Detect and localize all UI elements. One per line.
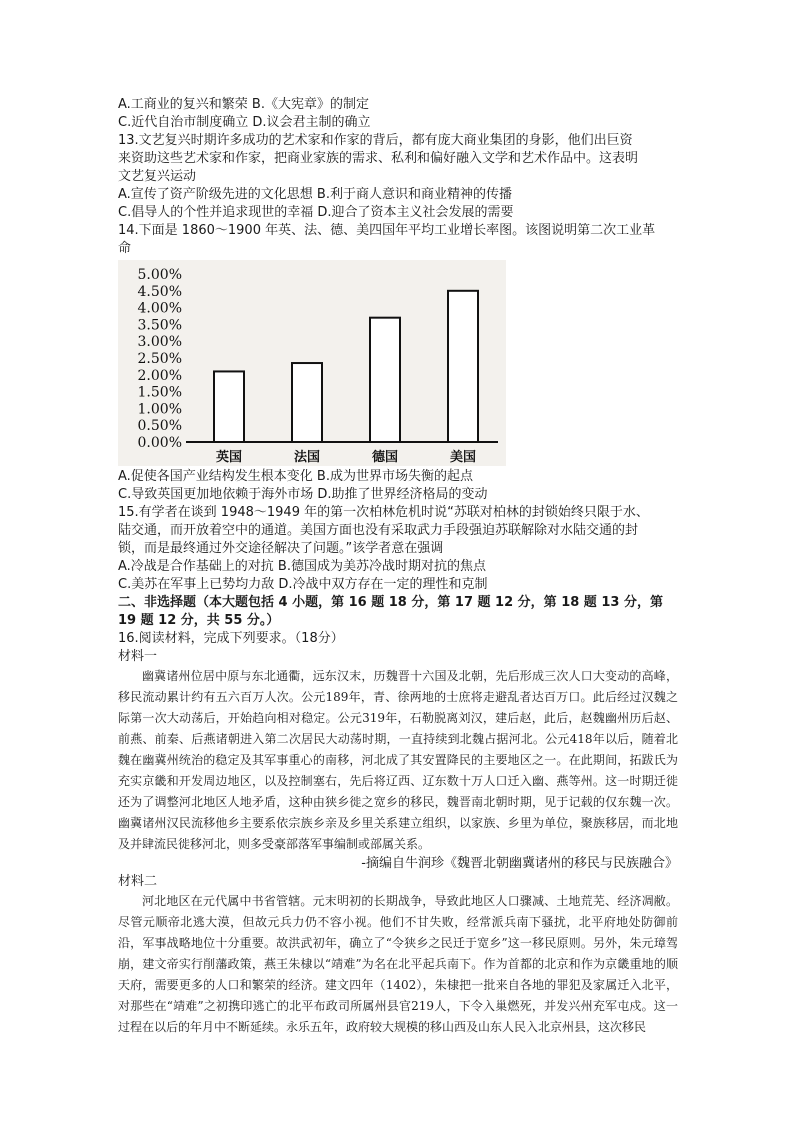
q12-options-cd: C.近代自治市制度确立 D.议会君主制的确立 bbox=[118, 115, 371, 130]
y-tick-label: 0.50% bbox=[137, 418, 182, 435]
q12-options-ab: A.工商业的复兴和繁荣 B.《大宪章》的制定 bbox=[118, 97, 369, 112]
y-tick-label: 4.00% bbox=[137, 300, 182, 317]
q15-stem-line2: 陆交通，而开放着空中的通道。美国方面也没有采取武力手段强迫苏联解除对水陆交通的封 bbox=[118, 523, 639, 538]
x-tick-label: 法国 bbox=[293, 450, 321, 465]
bar-1 bbox=[214, 371, 244, 442]
material2-label: 材料二 bbox=[118, 874, 158, 889]
y-tick-label: 3.00% bbox=[137, 334, 182, 351]
chart-canvas bbox=[118, 260, 506, 466]
x-tick-label: 英国 bbox=[215, 450, 243, 465]
x-tick-label: 美国 bbox=[449, 450, 477, 465]
bar-2 bbox=[292, 363, 322, 442]
y-tick-label: 4.50% bbox=[137, 283, 182, 300]
q14-options-cd: C.导致英国更加地依赖于海外市场 D.助推了世界经济格局的变动 bbox=[118, 487, 488, 502]
x-tick-label: 德国 bbox=[371, 450, 399, 465]
q13-stem-line1: 13.文艺复兴时期许多成功的艺术家和作家的背后，都有庞大商业集团的身影，他们出巨资 bbox=[118, 133, 633, 148]
q13-options-ab: A.宣传了资产阶级先进的文化思想 B.利于商人意识和商业精神的传播 bbox=[118, 187, 512, 202]
y-tick-label: 2.50% bbox=[137, 351, 182, 367]
y-tick-label: 1.00% bbox=[137, 401, 182, 418]
material2-text: 河北地区在元代属中书省管辖。元末明初的长期战争，导致此地区人口骤减、土地荒芜、经济凋敝。尽管元顺帝北逃大漠，但故元兵力仍不容小视。他们不甘失败，经常派兵南下骚扰，北平府地处防御前沿，军事战略地位十分重要。故洪武初年，确立了“令狭乡之民迁于宽乡”这一移民原则。另外，朱元璋驾崩，建文帝实行削藩政策，燕王朱棣以“靖难”为名在北平起兵南下。作为首都的北京和作为京畿重地的顺天府，需要更多的人口和繁荣的经济。建文四年（1402），朱棣把一批来自各地的罪犯及家属迁入北平，对那些在“靖难”之初携印逃亡的北平布政司所属州县官219人，下令入巢燃死，并发兴州充军屯戍。这一过程在以后的年月中不断延续。永乐五年，政府较大规模的移山西及山东人民入北京州县，这次移民 bbox=[118, 894, 678, 1034]
exam-page bbox=[118, 96, 678, 1038]
q14-stem-line1: 14.下面是 1860～1900 年英、法、德、美四国年平均工业增长率图。该图说明第二次工业革 bbox=[118, 223, 656, 238]
material2-body bbox=[118, 891, 678, 1038]
y-tick-label: 0.00% bbox=[137, 435, 182, 451]
q15-stem-line1: 15.有学者在谈到 1948～1949 年的第一次柏林危机时说“苏联对柏林的封锁始终只限于水、 bbox=[118, 505, 649, 520]
y-tick-label: 3.50% bbox=[137, 317, 182, 334]
question-block-mid bbox=[118, 468, 678, 594]
y-tick-label: 2.00% bbox=[137, 367, 182, 384]
q14-options-ab: A.促使各国产业结构发生根本变化 B.成为世界市场失衡的起点 bbox=[118, 469, 473, 484]
bar-3 bbox=[370, 318, 400, 442]
y-tick-label: 1.50% bbox=[137, 384, 182, 401]
growth-rate-bar-chart bbox=[118, 260, 506, 466]
q15-options-cd: C.美苏在军事上已势均力敌 D.冷战中双方存在一定的理性和克制 bbox=[118, 577, 488, 592]
q13-stem-line3: 文艺复兴运动 bbox=[118, 169, 197, 184]
q15-options-ab: A.冷战是合作基础上的对抗 B.德国成为美苏冷战时期对抗的焦点 bbox=[118, 559, 486, 574]
q13-stem-line2: 来资助这些艺术家和作家，把商业家族的需求、私利和偏好融入文学和艺术作品中。这表明 bbox=[118, 151, 639, 166]
q15-stem-line3: 锁，而是最终通过外交途径解决了问题。”该学者意在强调 bbox=[118, 541, 444, 556]
material1-text: 幽冀诸州位居中原与东北通衢，远东汉末，历魏晋十六国及北朝，先后形成三次人口大变动的高峰，移民流动累计约有五六百万人次。公元189年，青、徐两地的士庶将走避乱者达百万口。此后经过汉魏之际第一次大动荡后，开始趋向相对稳定。公元319年，石勒脱离刘汉，建后赵，此后，赵魏幽州历后赵、前燕、前秦、后燕诸朝进入第二次居民大动荡时期，一直持续到北魏占据河北。公元418年以后，随着北魏在幽冀州统治的稳定及其军事重心的南移，河北成了其安置降民的主要地区之一。在此期间，拓跋氏为充实京畿和开发周边地区，以及控制塞右，先后将辽西、辽东数十万人口迁入幽、燕等州。这一时期迁徙还为了调整河北地区人地矛盾，这种由狭乡徙之宽乡的移民，魏晋南北朝时期，见于记载的仅东魏一次。幽冀诸州汉民流移他乡主要系依宗族乡亲及乡里关系建立组织，以家族、乡里为单位，聚族移居，而北地及并肆流民徙移河北，则多受豪部落军事编制或部属关系。 bbox=[118, 669, 678, 851]
q16-stem: 16.阅读材料，完成下列要求。（18分） bbox=[118, 631, 344, 646]
material1-body bbox=[118, 666, 678, 855]
material1-label: 材料一 bbox=[118, 649, 158, 664]
question-block-top bbox=[118, 96, 678, 258]
bar-4 bbox=[448, 291, 478, 442]
material1-source: -摘编自牛润珍《魏晋北朝幽冀诸州的移民与民族融合》 bbox=[361, 856, 678, 871]
section-title: 二、非选择题（本大题包括 4 小题，第 16 题 18 分，第 17 题 12 分，第 18 题 13 分，第 19 题 12 分，共 55 分。） bbox=[118, 595, 663, 628]
q13-options-cd: C.倡导人的个性并追求现世的幸福 D.迎合了资本主义社会发展的需要 bbox=[118, 205, 514, 220]
y-tick-label: 5.00% bbox=[137, 267, 182, 283]
q14-stem-line2: 命 bbox=[118, 241, 132, 256]
